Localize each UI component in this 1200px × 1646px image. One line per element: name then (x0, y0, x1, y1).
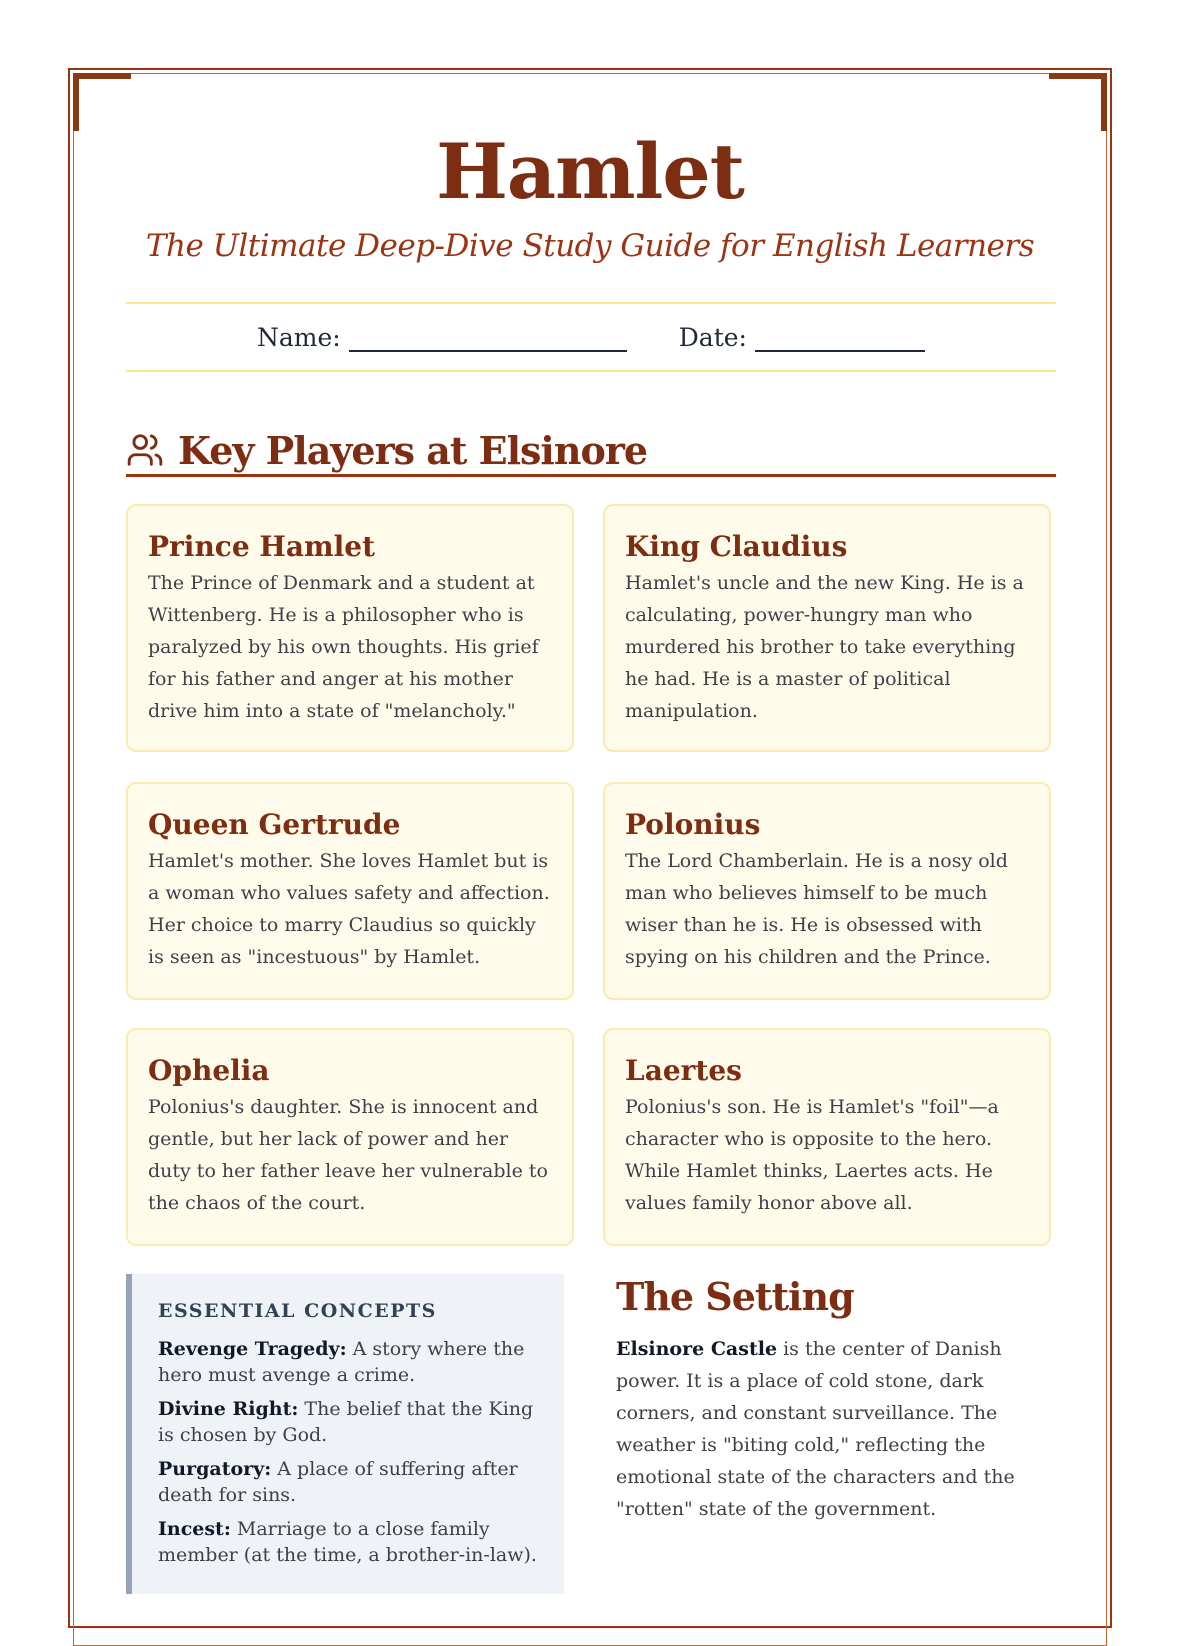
page-subtitle: The Ultimate Deep-Dive Study Guide for English Learners (145, 228, 1035, 264)
concept-term: Revenge Tragedy: (158, 1338, 347, 1360)
characters-section-heading (126, 426, 1056, 477)
concept-definition: A place of suffering after death for sins. (158, 1458, 518, 1506)
setting-title: The Setting (616, 1274, 854, 1319)
character-name: Laertes (625, 1054, 742, 1087)
date-blank-line (755, 324, 925, 352)
character-name: Queen Gertrude (148, 808, 401, 841)
character-name: Ophelia (148, 1054, 270, 1087)
page-title: Hamlet (436, 127, 744, 216)
essential-concepts-box (126, 1274, 564, 1594)
character-description: Hamlet's uncle and the new King. He is a calculating, power-hungry man who murdered his brother to take everything he had. He is a master of political manipulation. (625, 572, 1024, 722)
character-card-hamlet (126, 504, 574, 752)
character-name: Prince Hamlet (148, 530, 376, 563)
date-label: Date: (678, 322, 747, 352)
setting-text: is the center of Danish power. It is a place of cold stone, dark corners, and constant surveillance. The weather is "biting cold," reflecting the emotional state of the characters and the "rotten" state of the government. (616, 1338, 1015, 1520)
character-card-gertrude (126, 782, 574, 1000)
character-description: Polonius's daughter. She is innocent and gentle, but her lack of power and her duty to her father leave her vulnerable to the chaos of the court. (148, 1096, 548, 1214)
concept-definition: A story where the hero must avenge a crime. (158, 1338, 525, 1386)
concepts-title: ESSENTIAL CONCEPTS (158, 1300, 437, 1322)
concept-item (158, 1336, 540, 1388)
concept-definition: The belief that the King is chosen by God. (158, 1398, 534, 1446)
character-card-claudius (603, 504, 1051, 752)
character-description: The Prince of Denmark and a student at Wittenberg. He is a philosopher who is paralyzed by his own thoughts. His grief for his father and anger at his mother drive him into a state of "melancholy." (148, 572, 539, 722)
character-name: King Claudius (625, 530, 848, 563)
concept-term: Incest: (158, 1518, 231, 1540)
character-description: Polonius's son. He is Hamlet's "foil"—a character who is opposite to the hero. While Hamlet thinks, Laertes acts. He values family honor above all. (625, 1096, 999, 1214)
character-card-ophelia (126, 1028, 574, 1246)
character-name: Polonius (625, 808, 761, 841)
concept-definition: Marriage to a close family member (at the time, a brother-in-law). (158, 1518, 537, 1566)
concept-term: Purgatory: (158, 1458, 272, 1480)
date-field (679, 323, 925, 352)
name-blank-line (349, 324, 627, 352)
setting-place: Elsinore Castle (616, 1338, 778, 1360)
name-field (257, 323, 627, 352)
page-header (70, 122, 1110, 264)
name-label: Name: (257, 322, 341, 352)
character-card-polonius (603, 782, 1051, 1000)
character-description: Hamlet's mother. She loves Hamlet but is a woman who values safety and affection. Her choice to marry Claudius so quickly is seen as "incestuous" by Hamlet. (148, 850, 550, 968)
setting-paragraph (616, 1333, 1056, 1525)
character-card-laertes (603, 1028, 1051, 1246)
concept-item (158, 1456, 540, 1508)
concept-item (158, 1516, 540, 1568)
concept-term: Divine Right: (158, 1398, 299, 1420)
name-date-bar (126, 302, 1056, 372)
setting-section (616, 1274, 1056, 1525)
concept-item (158, 1396, 540, 1448)
users-icon (126, 431, 164, 469)
character-description: The Lord Chamberlain. He is a nosy old man who believes himself to be much wiser than he is. He is obsessed with spying on his children and the Prince. (625, 850, 1008, 968)
section-title: Key Players at Elsinore (178, 427, 648, 473)
study-guide-page (68, 68, 1112, 1628)
